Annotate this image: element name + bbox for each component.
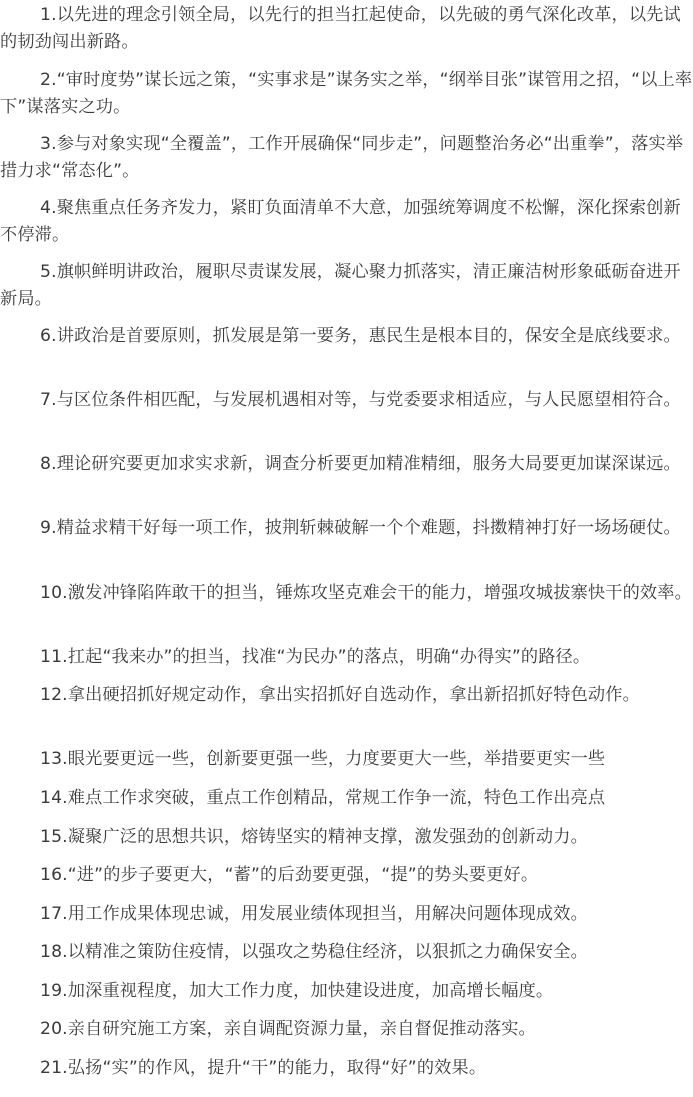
- paragraph-7: 7.与区位条件相匹配，与发展机遇相对等，与党委要求相适应，与人民愿望相符合。: [40, 390, 681, 410]
- paragraph-15: 15.凝聚广泛的思想共识，熔铸坚实的精神支撑，激发强劲的创新动力。: [40, 827, 588, 847]
- paragraph-9: 9.精益求精干好每一项工作，披荆斩棘破解一个个难题，抖擞精神打好一场场硬仗。: [40, 518, 681, 538]
- paragraph-8: 8.理论研究要更加求实求新，调查分析要更加精准精细，服务大局要更加谋深谋远。: [40, 454, 681, 474]
- paragraph-10: 10.激发冲锋陷阵敢干的担当，锤炼攻坚克难会干的能力，增强攻城拔寨快干的效率。: [40, 583, 692, 603]
- paragraph-3: 3.参与对象实现“全覆盖”，工作开展确保“同步走”，问题整治务必“出重拳”，落实举措力求“常态化”。: [0, 134, 684, 181]
- paragraph-20: 20.亲自研究施工方案，亲自调配资源力量，亲自督促推动落实。: [40, 1019, 536, 1039]
- paragraph-4: 4.聚焦重点任务齐发力，紧盯负面清单不大意，加强统筹调度不松懈，深化探索创新不停滞。: [0, 198, 681, 245]
- paragraph-12: 12.拿出硬招抓好规定动作，拿出实招抓好自选动作，拿出新招抓好特色动作。: [40, 685, 640, 705]
- paragraph-11: 11.扛起“我来办”的担当，找准“为民办”的落点，明确“办得实”的路径。: [40, 647, 591, 667]
- paragraph-13: 13.眼光要更远一些，创新要更强一些，力度要更大一些，举措要更实一些: [40, 749, 606, 769]
- paragraph-16: 16.“进”的步子要更大，“蓄”的后劲要更强，“提”的势头要更好。: [40, 865, 539, 885]
- paragraph-2: 2.“审时度势”谋长远之策，“实事求是”谋务实之举，“纲举目张”谋管用之招，“以上率下”谋落实之功。: [0, 70, 693, 117]
- paragraph-17: 17.用工作成果体现忠诚，用发展业绩体现担当，用解决问题体现成效。: [40, 904, 588, 924]
- paragraph-18: 18.以精准之策防住疫情，以强攻之势稳住经济，以狠抓之力确保安全。: [40, 942, 588, 962]
- paragraph-21: 21.弘扬“实”的作风，提升“干”的能力，取得“好”的效果。: [40, 1058, 487, 1078]
- paragraph-1: 1.以先进的理念引领全局，以先行的担当扛起使命，以先破的勇气深化改革，以先试的韧劲闯出新路。: [0, 5, 681, 52]
- paragraph-5: 5.旗帜鲜明讲政治，履职尽责谋发展，凝心聚力抓落实，清正廉洁树形象砥砺奋进开新局。: [0, 262, 681, 309]
- paragraph-19: 19.加深重视程度，加大工作力度，加快建设进度，加高增长幅度。: [40, 981, 554, 1001]
- paragraph-6: 6.讲政治是首要原则，抓发展是第一要务，惠民生是根本目的，保安全是底线要求。: [40, 326, 681, 346]
- paragraph-14: 14.难点工作求突破，重点工作创精品，常规工作争一流，特色工作出亮点: [40, 788, 606, 808]
